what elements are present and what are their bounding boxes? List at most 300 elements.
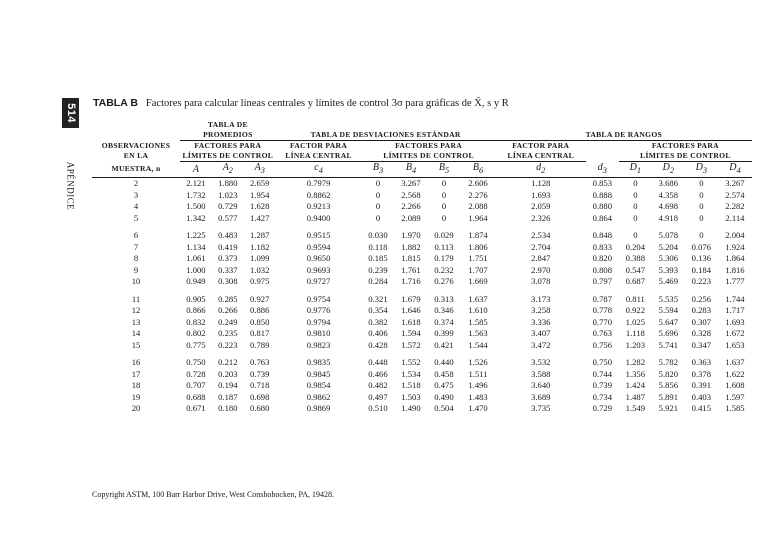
factor-cell: 1.518 [401,380,421,390]
sample-size-cell: 7 [133,241,139,252]
factor-cell: 0.7979 [306,178,331,188]
header-observaciones: OBSERVACIONES [101,140,171,150]
factor-cell: 0 [699,230,704,240]
factor-cell: 0.313 [434,293,454,304]
factor-cell: 0.354 [368,305,388,315]
sample-size-cell: 19 [131,391,141,402]
factor-cell: 1.646 [401,305,421,315]
factor-cell: 5.306 [658,253,679,263]
factor-cell: 1.427 [250,212,270,223]
factor-cell: 1.669 [468,276,488,286]
factor-cell: 0.328 [691,328,712,338]
factor-cell: 0.850 [250,316,270,327]
header-factores-d: FACTORES PARA [651,141,719,150]
factor-cell: 0.547 [625,264,646,275]
factor-cell: 3.640 [531,380,551,390]
factor-cell: 0.787 [592,293,613,304]
factor-cell: 0.789 [250,339,270,350]
factor-cell: 5.647 [658,316,679,327]
factor-cell: 1.693 [531,189,551,200]
factor-cell: 1.637 [468,293,488,304]
factor-cell: 0.266 [218,305,238,315]
factor-cell: 1.496 [468,380,488,390]
header-muestra: MUESTRA, n [92,162,180,178]
table-row [92,276,752,288]
factor-cell: 0.276 [434,276,454,286]
factor-cell: 0.688 [186,391,206,402]
factor-cell: 0.833 [592,241,613,252]
factor-cell: 1.716 [401,276,421,286]
factor-cell: 3.267 [725,178,745,188]
factor-cell: 0.739 [250,368,270,379]
factor-cell: 0.8862 [306,189,331,200]
factor-cell: 0.475 [434,380,454,390]
factor-cell: 0.864 [592,212,613,223]
factor-cell: 0.9727 [306,276,331,286]
symbol-d3: $d_3$ [586,162,619,178]
factor-cell: 2.847 [531,253,551,263]
factor-cell: 5.696 [658,328,679,338]
factor-cell: 1.882 [401,241,421,252]
factor-cell: 0.9776 [306,305,331,315]
factor-cell: 0.9794 [306,316,331,327]
symbol-B4: $B_4$ [394,162,427,178]
factor-cell: 0.185 [368,253,388,263]
factor-cell: 5.741 [658,339,679,350]
factor-cell: 1.970 [401,230,421,240]
factor-cell: 2.276 [468,189,488,200]
factor-cell: 1.549 [625,403,646,413]
sample-size-cell: 18 [131,380,141,390]
factor-cell: 0.9400 [306,212,331,223]
factor-cell: 0.922 [625,305,646,315]
factor-cell: 1.806 [468,241,488,252]
factor-cell: 4.358 [658,189,679,200]
sample-size-cell: 17 [131,368,141,379]
factor-cell: 5.535 [658,293,679,304]
factor-cell: 3.078 [531,276,551,286]
factor-cell: 0.448 [368,357,388,367]
factor-cell: 1.597 [725,391,745,402]
factor-cell: 1.500 [186,201,206,211]
factor-cell: 0.734 [592,391,613,402]
factor-cell: 1.816 [725,264,745,275]
factor-cell: 0.866 [186,305,206,315]
factor-cell: 0.256 [691,293,712,304]
factor-cell: 0.194 [218,380,238,390]
factor-cell: 1.707 [468,264,488,275]
factor-cell: 2.059 [531,201,551,211]
factor-cell: 0.421 [434,339,454,350]
factor-cell: 2.326 [531,212,551,223]
factor-cell: 0.399 [434,328,454,338]
factor-cell: 1.023 [218,189,238,200]
factor-cell: 0.378 [691,368,712,379]
factor-cell: 5.782 [658,357,679,367]
header-limites-b: LÍMITES DE CONTROL [361,151,495,162]
factor-cell: 2.659 [250,178,270,188]
symbol-B5: $B_5$ [427,162,460,178]
factor-cell: 0.497 [368,391,388,402]
factor-cell: 1.880 [218,178,238,188]
factor-cell: 0.490 [434,391,454,402]
factor-cell: 0.458 [434,368,454,379]
factor-cell: 0.880 [592,201,613,211]
factor-cell: 0.820 [592,253,613,263]
sample-size-cell: 10 [131,276,141,286]
header-factor-d2: FACTOR PARA [512,141,570,150]
factor-cell: 0.284 [368,276,388,286]
factor-cell: 3.735 [531,403,551,413]
factor-cell: 0.391 [691,380,712,390]
factor-cell: 3.336 [531,316,551,327]
factor-cell: 0.118 [368,241,388,252]
table-row [92,224,752,242]
factor-cell: 5.204 [658,241,679,252]
factor-cell: 1.503 [401,391,421,402]
factor-cell: 1.610 [468,305,488,315]
factor-cell: 5.594 [658,305,679,315]
factor-cell: 0.136 [691,253,712,263]
factor-cell: 0.848 [592,230,613,240]
factor-cell: 1.693 [725,316,745,327]
factor-cell: 0.374 [434,316,454,327]
factor-cell: 0.905 [186,293,206,304]
factor-cell: 5.856 [658,380,679,390]
factor-cell: 1.954 [250,189,270,200]
sample-size-cell: 3 [133,189,139,200]
factor-cell: 1.490 [401,403,421,413]
factor-cell: 0 [441,201,447,211]
factor-cell: 0 [375,201,381,211]
symbol-A2: $A_2$ [212,162,244,178]
factor-cell: 0.483 [218,230,238,240]
factor-cell: 0.687 [625,276,646,286]
factor-cell: 0.770 [592,316,613,327]
factor-cell: 0 [441,189,447,200]
table-row [92,328,752,340]
factor-cell: 1.128 [531,178,551,188]
factor-cell: 0.739 [592,380,613,390]
control-factors-table-area [92,120,752,415]
sample-size-cell: 13 [131,316,141,327]
table-row [92,201,752,213]
factor-cell: 1.356 [625,368,646,379]
factor-cell: 0.373 [218,253,238,263]
page-number-tab [62,98,79,128]
factor-cell: 0 [375,189,381,200]
factor-cell: 0.9869 [306,403,331,413]
factor-cell: 0.076 [691,241,712,252]
sample-size-cell: 6 [133,230,139,240]
header-limites-a: LÍMITES DE CONTROL [180,151,276,162]
factor-cell: 1.815 [401,253,421,263]
table-row [92,288,752,306]
factor-cell: 0 [633,201,638,211]
factor-cell: 0.321 [368,293,388,304]
factor-cell: 0.9845 [306,368,331,379]
factor-cell: 0.232 [434,264,454,275]
sample-size-cell: 8 [133,253,139,263]
factor-cell: 0 [699,212,704,223]
factor-cell: 1.544 [468,339,488,350]
factor-cell: 3.267 [401,178,421,188]
factor-cell: 0.744 [592,368,613,379]
factor-cell: 0.680 [250,403,270,413]
table-title: Factores para calcular líneas centrales y límites de control 3σ para gráficas de X̄, s y R [145,98,509,109]
factor-cell: 0.482 [368,380,388,390]
factor-cell: 1.134 [186,241,206,252]
factor-cell: 1.732 [186,189,206,200]
factor-cell: 2.534 [531,230,551,240]
factor-cell: 0.382 [368,316,388,327]
table-row [92,340,752,352]
factor-cell: 0.949 [186,276,206,286]
header-promedios: PROMEDIOS [180,130,276,141]
factor-cell: 1.637 [725,357,745,367]
factor-cell: 3.689 [531,391,551,402]
table-row [92,253,752,265]
factor-cell: 1.534 [401,368,421,379]
factor-cell: 2.970 [531,264,551,275]
factor-cell: 2.266 [401,201,421,211]
factor-cell: 2.574 [725,189,745,200]
factor-cell: 0.9650 [306,253,331,263]
factor-cell: 1.924 [725,241,745,252]
sample-size-cell: 16 [131,357,141,367]
factor-cell: 3.173 [531,293,551,304]
table-row [92,317,752,329]
copyright-note: Copyright ASTM, 100 Barr Harbor Drive, West Conshohocken, PA, 19428. [92,490,335,499]
factor-cell: 0.504 [434,403,454,413]
factor-cell: 0.750 [592,357,613,367]
symbol-A3: $A_3$ [244,162,276,178]
factor-cell: 0.728 [186,368,206,379]
factor-cell: 1.118 [625,328,645,338]
symbol-B3: $B_3$ [361,162,394,178]
factor-cell: 0.249 [218,316,238,327]
factor-cell: 0.346 [434,305,454,315]
factor-cell: 1.672 [725,328,745,338]
factor-cell: 0 [633,178,638,188]
header-factores-a: FACTORES PARA [194,141,262,150]
factor-cell: 1.061 [186,253,206,263]
factor-cell: 1.287 [250,230,270,240]
factor-cell: 1.511 [468,368,488,379]
factor-cell: 0.187 [218,391,238,402]
header-desviaciones: TABLA DE DESVIACIONES ESTÁNDAR [276,130,496,141]
factor-cell: 1.025 [625,316,646,327]
factor-cell: 0.9213 [306,201,331,211]
factor-cell: 0.671 [186,403,206,413]
factor-cell: 0.406 [368,328,388,338]
factor-cell: 0.9862 [306,391,331,402]
table-row [92,380,752,392]
factor-cell: 0.9515 [306,230,331,240]
factor-cell: 2.004 [725,230,745,240]
factor-cell: 0.775 [186,339,206,350]
header-row-3 [92,141,752,152]
page-number: 514 [64,103,77,123]
header-en-la: EN LA [123,151,149,161]
factor-cell: 2.704 [531,241,551,252]
section-name: APÉNDICE [65,161,75,211]
factor-cell: 0.440 [434,357,454,367]
factor-cell: 0 [699,178,704,188]
factor-cell: 1.282 [625,357,646,367]
factor-cell: 1.099 [250,253,270,263]
header-linea-d2: LÍNEA CENTRAL [496,151,586,162]
factor-cell: 1.032 [250,264,270,275]
factor-cell: 1.618 [401,316,421,327]
header-row-2 [92,130,752,141]
table-caption [93,97,509,109]
factor-cell: 1.751 [468,253,488,263]
factor-cell: 0 [375,212,381,223]
factor-cell: 1.874 [468,230,488,240]
factor-cell: 0 [633,212,638,223]
table-row [92,178,752,190]
symbol-D1: $D_1$ [619,162,652,178]
factor-cell: 1.585 [468,316,488,327]
factor-cell: 1.744 [725,293,745,304]
factor-cell: 0.388 [625,253,646,263]
factor-cell: 0.763 [592,328,613,338]
factor-cell: 0.419 [218,241,238,252]
factor-cell: 1.628 [250,201,270,211]
factor-cell: 0.808 [592,264,613,275]
factor-cell: 1.585 [725,403,745,413]
factor-cell: 0.239 [368,264,388,275]
factor-cell: 3.588 [531,368,551,379]
factor-cell: 1.552 [401,357,421,367]
sample-size-cell: 9 [133,264,139,275]
factor-cell: 1.203 [625,339,646,350]
factor-cell: 0.927 [250,293,270,304]
factor-cell: 0.797 [592,276,613,286]
header-row-4 [92,151,752,162]
factor-cell: 0.363 [691,357,712,367]
factor-cell: 1.777 [725,276,745,286]
symbol-A: A [180,162,212,178]
factor-cell: 0.466 [368,368,388,379]
factor-cell: 1.572 [401,339,421,350]
factor-cell: 0.510 [368,403,388,413]
factor-cell: 0.886 [250,305,270,315]
factor-cell: 5.921 [658,403,679,413]
factor-cell: 0 [633,189,638,200]
symbol-B6: $B_6$ [460,162,495,178]
table-row [92,265,752,277]
factor-cell: 2.282 [725,201,745,211]
factor-cell: 0.729 [218,201,238,211]
factor-cell: 0.337 [218,264,238,275]
factor-cell: 0.203 [218,368,238,379]
factor-cell: 1.424 [625,380,646,390]
factor-cell: 0.9754 [306,293,331,304]
factor-cell: 0 [633,230,638,240]
factor-cell: 3.532 [531,357,551,367]
symbol-d2: $d_2$ [496,162,586,178]
factor-cell: 0.285 [218,293,238,304]
factor-cell: 0.9594 [306,241,331,252]
factor-cell: 5.820 [658,368,679,379]
symbol-D3: $D_3$ [685,162,718,178]
table-body [92,178,752,415]
factor-cell: 0 [699,201,704,211]
factor-cell: 0.756 [592,339,613,350]
factor-cell: 0.975 [250,276,270,286]
sample-size-cell: 11 [131,293,141,304]
factor-cell: 2.606 [468,178,488,188]
factor-cell: 2.568 [401,189,421,200]
factor-cell: 0.030 [368,230,388,240]
factor-cell: 0.718 [250,380,270,390]
table-row [92,369,752,381]
side-section-label [56,158,84,214]
factor-cell: 1.594 [401,328,421,338]
sample-size-cell: 14 [131,328,141,338]
factor-cell: 0 [441,178,447,188]
header-factor-c4: FACTOR PARA [290,141,348,150]
factor-cell: 0.283 [691,305,712,315]
symbol-D4: $D_4$ [718,162,752,178]
factor-cell: 1.717 [725,305,745,315]
factor-cell: 5.393 [658,264,679,275]
factor-cell: 1.653 [725,339,745,350]
factor-cell: 1.000 [186,264,206,275]
factor-cell: 1.761 [401,264,421,275]
factor-cell: 0.204 [625,241,646,252]
factor-cell: 0.9823 [306,339,331,350]
factor-cell: 1.182 [250,241,270,252]
table-row [92,242,752,254]
factor-cell: 1.487 [625,391,646,402]
factor-cell: 0.729 [592,403,613,413]
factor-cell: 1.563 [468,328,488,338]
factor-cell: 0.415 [691,403,712,413]
factor-cell: 0.9810 [306,328,331,338]
factor-cell: 0 [441,212,447,223]
table-row [92,213,752,225]
factor-cell: 0.802 [186,328,206,338]
sample-size-cell: 20 [131,403,141,413]
factor-cell: 0.428 [368,339,388,350]
factor-cell: 2.088 [468,201,488,211]
table-label: TABLA B [93,97,138,109]
factor-cell: 1.608 [725,380,745,390]
header-row-1 [92,120,752,130]
sample-size-cell: 5 [133,212,139,223]
factor-cell: 0 [375,178,381,188]
sample-size-cell: 15 [131,339,141,350]
factor-cell: 3.686 [658,178,679,188]
factor-cell: 0.817 [250,328,270,338]
symbol-c4: $c_4$ [276,162,362,178]
factor-cell: 1.483 [468,391,488,402]
sample-size-cell: 12 [131,305,141,315]
factor-cell: 1.622 [725,368,745,379]
sample-size-cell: 2 [133,178,139,188]
factor-cell: 1.679 [401,293,421,304]
factor-cell: 0 [699,189,704,200]
factor-cell: 0.9854 [306,380,331,390]
factor-cell: 5.078 [658,230,679,240]
header-factores-b: FACTORES PARA [395,141,463,150]
factor-cell: 0.763 [250,357,270,367]
factor-cell: 1.864 [725,253,745,263]
factor-cell: 2.089 [401,212,421,223]
